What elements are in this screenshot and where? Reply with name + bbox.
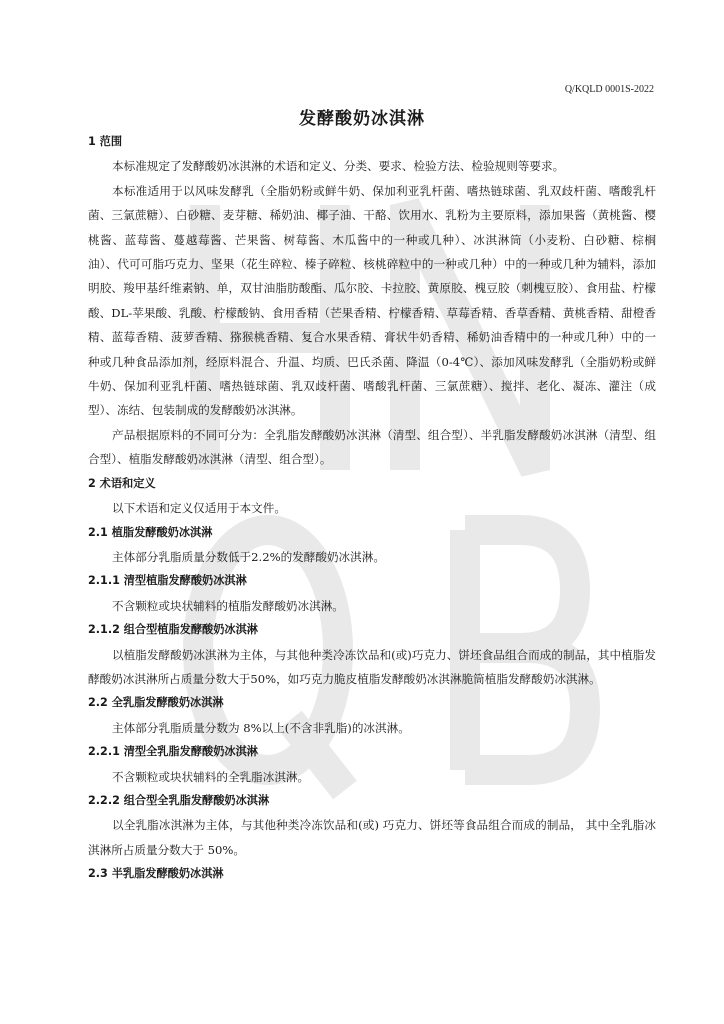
paragraph: 以植脂发酵酸奶冰淇淋为主体，与其他种类冷冻饮品和(或)巧克力、饼坯食品组合而成的制品，其中植脂发酵酸奶冰淇淋所占质量分数大于50%，如巧克力脆皮植脂发酵酸奶冰淇淋脆筒植脂发酵酸奶冰淇淋。 (88, 647, 656, 686)
paragraph: 本标准规定了发酵酸奶冰淇淋的术语和定义、分类、要求、检验方法、检验规则等要求。 (112, 159, 565, 174)
section-heading: 2.2.1 清型全乳脂发酵酸奶冰淇淋 (88, 745, 258, 759)
section-heading: 2.1.1 清型植脂发酵酸奶冰淇淋 (88, 574, 247, 588)
document-title: 发酵酸奶冰淇淋 (299, 109, 425, 129)
section-heading: 2.2 全乳脂发酵酸奶冰淇淋 (88, 696, 224, 710)
document-body (88, 130, 656, 887)
section-heading: 2.1 植脂发酵酸奶冰淇淋 (88, 525, 213, 539)
section-heading: 2 术语和定义 (88, 476, 156, 490)
paragraph: 不含颗粒或块状辅料的全乳脂冰淇淋。 (112, 769, 310, 784)
section-heading: 2.2.2 组合型全乳脂发酵酸奶冰淇淋 (88, 793, 270, 807)
standard-number: Q/KQLD 0001S-2022 (564, 84, 654, 95)
section-heading: 2.1.2 组合型植脂发酵酸奶冰淇淋 (88, 623, 258, 637)
paragraph: 本标准适用于以风味发酵乳（全脂奶粉或鲜牛奶、保加利亚乳杆菌、嗜热链球菌、乳双歧杆菌、嗜酸乳杆菌、三氯蔗糖）、白砂糖、麦芽糖、稀奶油、椰子油、干酪、饮用水、乳粉为主要原料，添加果酱（黄桃酱、樱桃酱、蓝莓酱、蔓越莓酱、芒果酱、树莓酱、木瓜酱中的一种或几种）、冰淇淋筒（小麦粉、白砂糖、棕榈油）、代可可脂巧克力、坚果（花生碎粒、榛子碎粒、核桃碎粒中的一种或几种）中的一种或几种为辅料，添加明胶、羧甲基纤维素钠、单，双甘油脂肪酸酯、瓜尔胶、卡拉胶、黄原胶、槐豆胶（刺槐豆胶）、食用盐、柠檬酸、DL-苹果酸、乳酸、柠檬酸钠、食用香精（芒果香精、柠檬香精、草莓香精、香草香精、黄桃香精、甜橙香精、蓝莓香精、菠萝香精、猕猴桃香精、复合水果香精、膏状牛奶香精、稀奶油香精中的一种或几种）中的一种或几种食品添加剂，经原料混合、升温、均质、巴氏杀菌、降温（0-4℃）、添加风味发酵乳（全脂奶粉或鲜牛奶、保加利亚乳杆菌、嗜热链球菌、乳双歧杆菌、嗜酸乳杆菌、三氯蔗糖）、搅拌、老化、凝冻、灌注（成型）、冻结、包装制成的发酵酸奶冰淇淋。 (88, 183, 656, 418)
paragraph: 不含颗粒或块状辅料的植脂发酵酸奶冰淇淋。 (112, 598, 344, 613)
paragraph: 以全乳脂冰淇淋为主体，与其他种类冷冻饮品和(或) 巧克力、饼坯等食品组合而成的制品， 其中全乳脂冰淇淋所占质量分数大于 50%。 (88, 818, 656, 857)
paragraph: 主体部分乳脂质量分数为 8%以上(不含非乳脂)的冰淇淋。 (112, 720, 410, 735)
paragraph: 产品根据原料的不同可分为：全乳脂发酵酸奶冰淇淋（清型、组合型）、半乳脂发酵酸奶冰淇淋（清型、组合型）、植脂发酵酸奶冰淇淋（清型、组合型）。 (88, 427, 656, 467)
paragraph: 以下术语和定义仅适用于本文件。 (112, 501, 286, 516)
paragraph: 主体部分乳脂质量分数低于2.2%的发酵酸奶冰淇淋。 (112, 549, 385, 564)
section-heading: 2.3 半乳脂发酵酸奶冰淇淋 (88, 867, 224, 881)
section-heading: 1 范围 (88, 135, 123, 148)
